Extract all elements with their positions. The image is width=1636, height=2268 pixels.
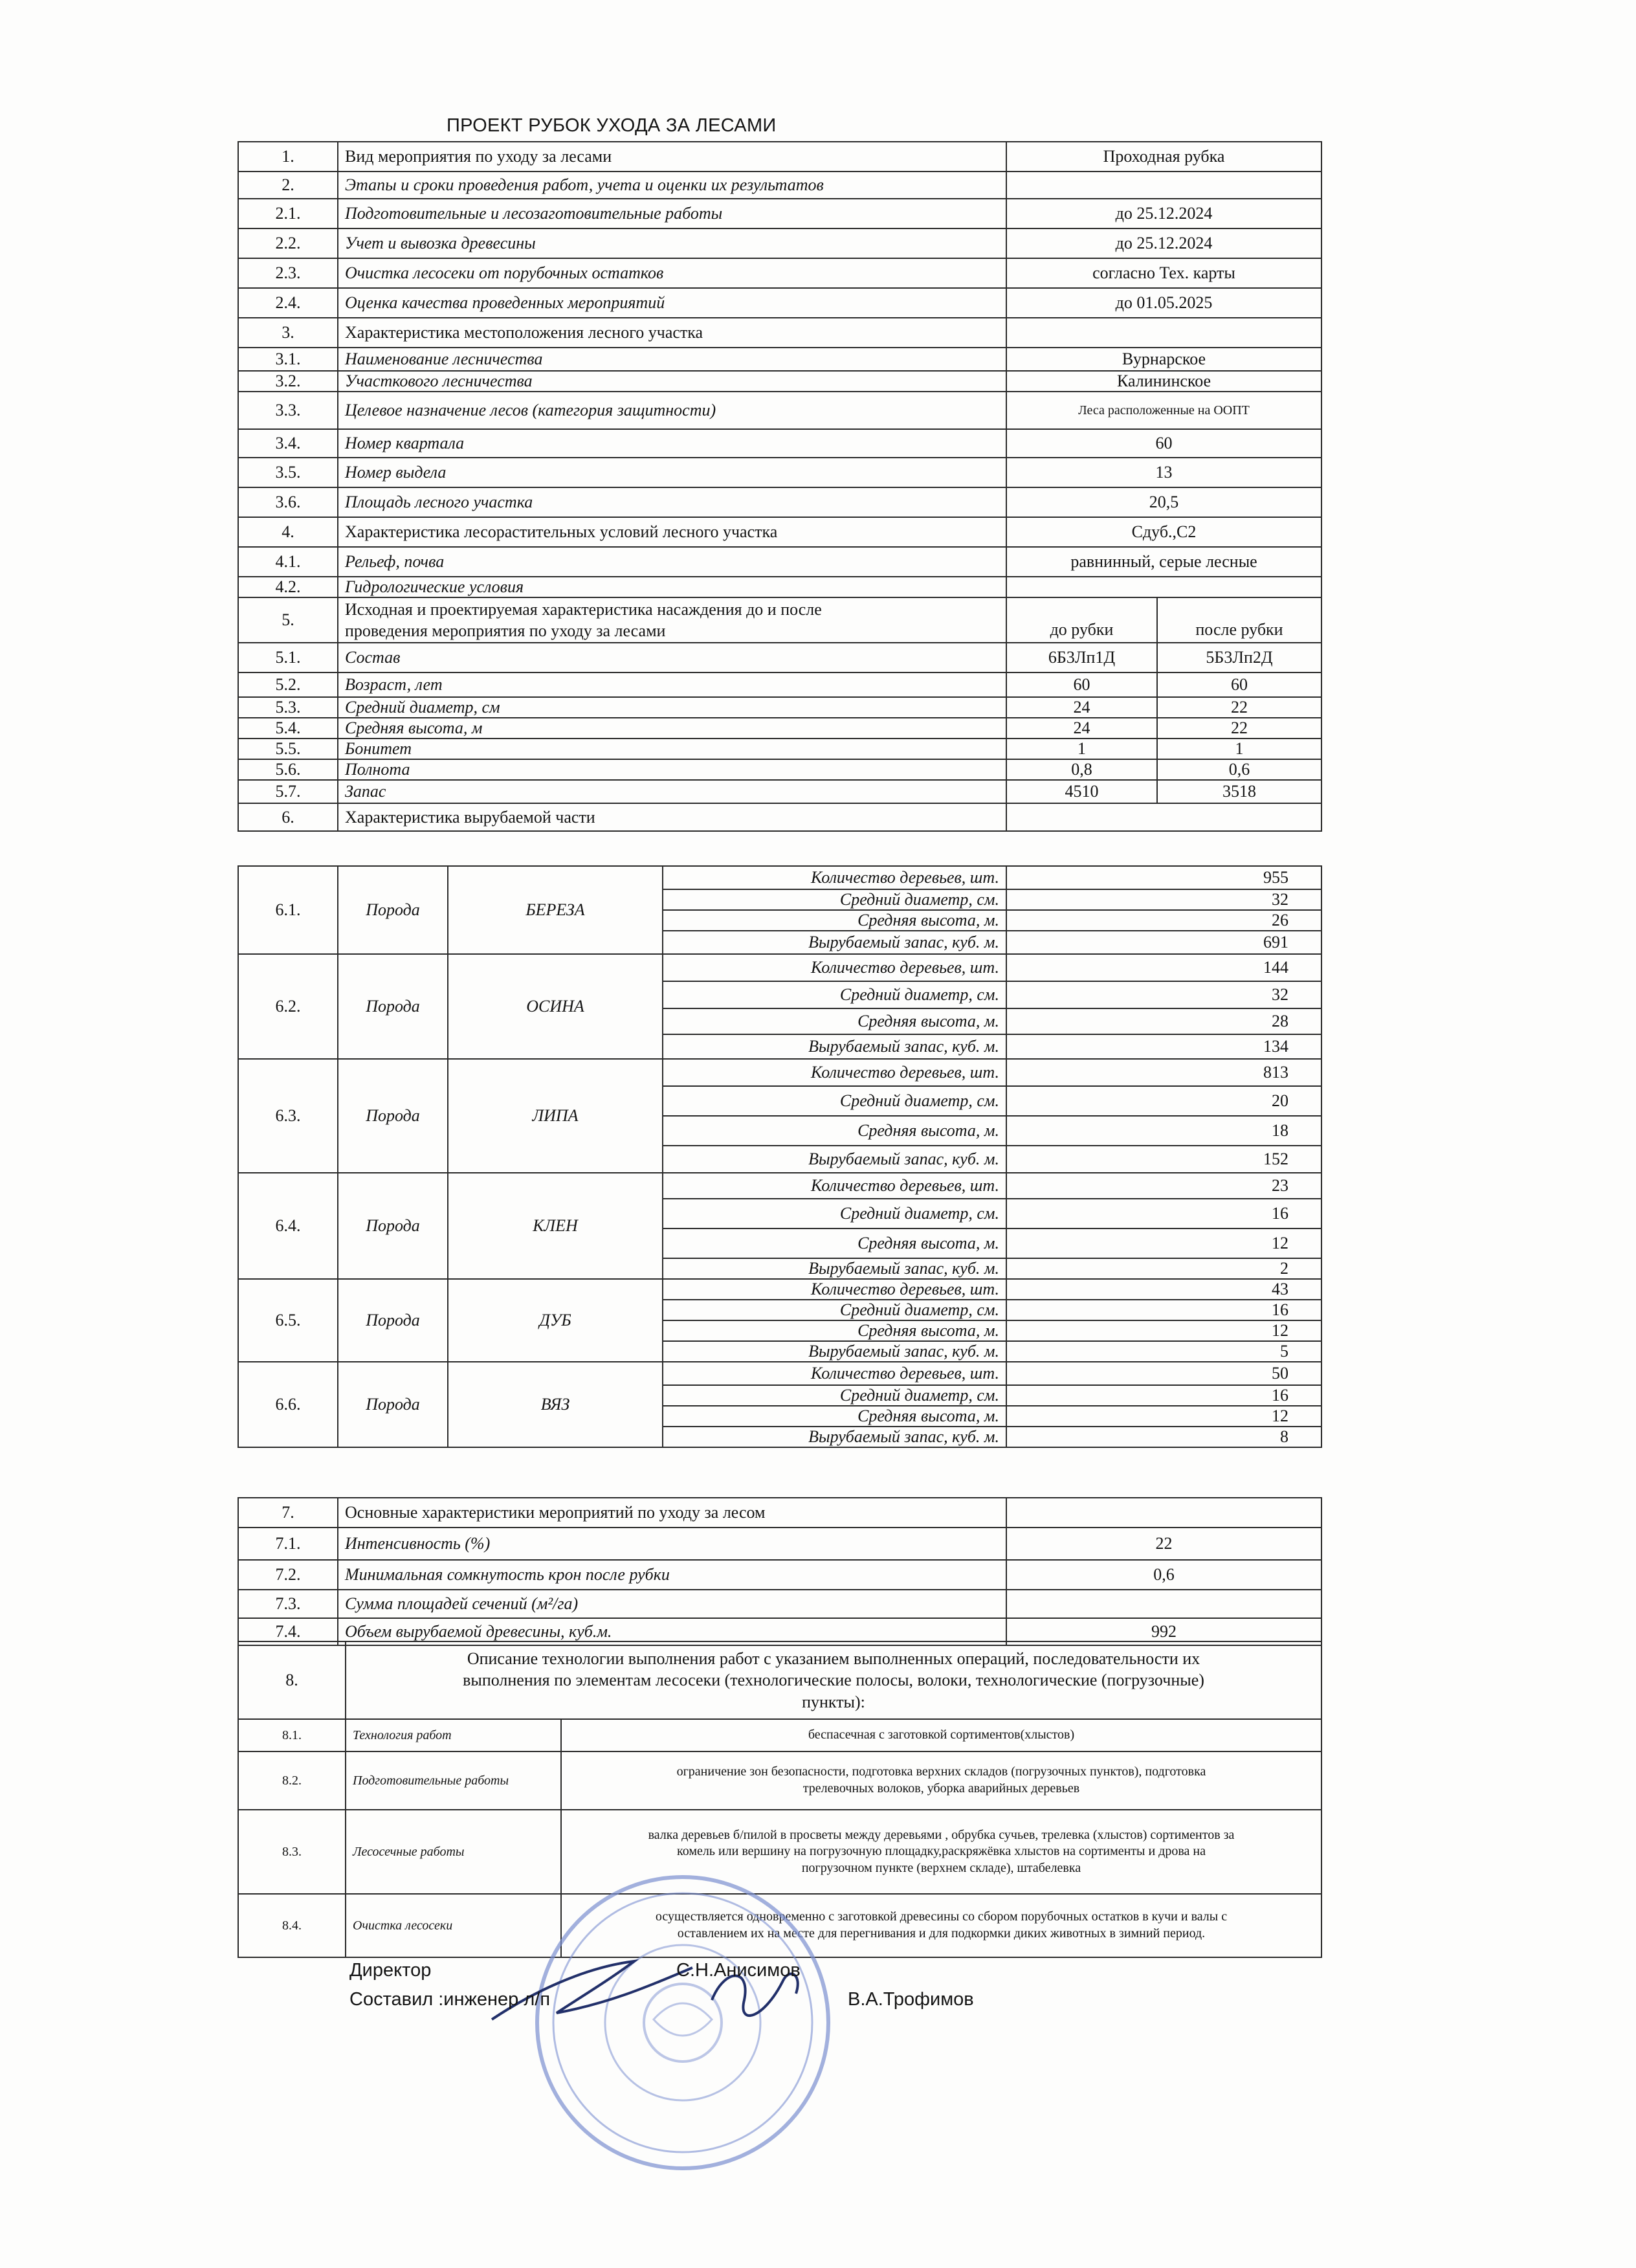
row-value: Леса расположенные на ООПТ [1006, 392, 1321, 429]
section-row [238, 392, 1321, 429]
section-row [238, 547, 1321, 577]
technology-line: ограничение зон безопасности, подготовка верхних складов (погрузочных пунктов), подготовка [676, 1764, 1206, 1779]
technology-description [561, 1751, 1321, 1810]
technology-line: комель или вершину на погрузочную площадку,раскряжёвка хлыстов на сортименты и дрова на [677, 1844, 1206, 1859]
section6-header-row [238, 803, 1321, 831]
species-metric-label: Вырубаемый запас, куб. м. [663, 1427, 1006, 1447]
row-number: 4.1. [238, 547, 338, 577]
species-metric-value: 12 [1006, 1320, 1321, 1341]
row-label: Рельеф, почва [338, 547, 1006, 577]
species-metric-value: 43 [1006, 1279, 1321, 1300]
before-cut-value: 60 [1006, 673, 1157, 697]
species-metric-value: 144 [1006, 954, 1321, 981]
species-row [238, 1173, 1321, 1199]
section5-label-line1: Исходная и проектируемая характеристика насаждения до и после [345, 599, 822, 619]
row-value [1006, 172, 1321, 199]
row-label: Подготовительные работы [346, 1751, 561, 1810]
row-number: 5.2. [238, 673, 338, 697]
section5-label [338, 597, 1006, 643]
before-cut-value: 0,8 [1006, 759, 1157, 780]
row-label: Полнота [338, 759, 1006, 780]
row-value: 0,6 [1006, 1560, 1321, 1590]
species-number: 6.2. [238, 954, 338, 1059]
section-row [238, 258, 1321, 288]
species-metric-value: 12 [1006, 1228, 1321, 1258]
row-label: Интенсивность (%) [338, 1528, 1006, 1560]
section8-num: 8. [238, 1641, 346, 1719]
species-label: Порода [338, 954, 448, 1059]
species-metric-value: 18 [1006, 1116, 1321, 1146]
row-number: 8.2. [238, 1751, 346, 1810]
stand-row [238, 718, 1321, 739]
section8-line1: Описание технологии выполнения работ с указанием выполненных операций, последовательности их [467, 1649, 1200, 1669]
row-number: 7.4. [238, 1618, 338, 1645]
before-cut-value: 6Б3Лп1Д [1006, 643, 1157, 673]
section-row [238, 371, 1321, 392]
species-metric-value: 50 [1006, 1362, 1321, 1385]
row-value: до 01.05.2025 [1006, 288, 1321, 318]
after-cut-value: 60 [1157, 673, 1321, 697]
species-metric-value: 23 [1006, 1173, 1321, 1199]
row-value: равнинный, серые лесные [1006, 547, 1321, 577]
after-cut-value: 22 [1157, 718, 1321, 739]
section-row [238, 577, 1321, 597]
section-row [238, 228, 1321, 258]
species-metric-label: Вырубаемый запас, куб. м. [663, 1258, 1006, 1279]
row-label: Средний диаметр, см [338, 697, 1006, 718]
row-label: Характеристика лесорастительных условий лесного участка [338, 517, 1006, 547]
species-metric-label: Средняя высота, м. [663, 1406, 1006, 1427]
species-metric-value: 12 [1006, 1406, 1321, 1427]
species-metric-value: 5 [1006, 1341, 1321, 1362]
section-row [238, 288, 1321, 318]
after-cut-value: 0,6 [1157, 759, 1321, 780]
director-name: С.Н.Анисимов [676, 1960, 801, 1981]
row-label: Номер квартала [338, 429, 1006, 458]
row-number: 3.4. [238, 429, 338, 458]
before-cut-value: 4510 [1006, 780, 1157, 803]
species-metric-value: 16 [1006, 1300, 1321, 1320]
row-number: 2.3. [238, 258, 338, 288]
row-value: 60 [1006, 429, 1321, 458]
species-name: ДУБ [448, 1279, 663, 1362]
row-number: 4. [238, 517, 338, 547]
row-value: 992 [1006, 1618, 1321, 1645]
section8-line3: пункты): [802, 1692, 865, 1711]
stand-row [238, 697, 1321, 718]
stand-row [238, 780, 1321, 803]
species-name: ОСИНА [448, 954, 663, 1059]
species-metric-label: Количество деревьев, шт. [663, 954, 1006, 981]
section7-row [238, 1590, 1321, 1618]
species-metric-value: 32 [1006, 889, 1321, 910]
section-row [238, 142, 1321, 172]
species-metric-value: 152 [1006, 1146, 1321, 1173]
species-metric-label: Количество деревьев, шт. [663, 866, 1006, 889]
species-metric-label: Средний диаметр, см. [663, 1199, 1006, 1228]
row-label: Целевое назначение лесов (категория защитности) [338, 392, 1006, 429]
row-label: Характеристика вырубаемой части [338, 803, 1006, 831]
row-number: 5.5. [238, 739, 338, 759]
row-value: Калининское [1006, 371, 1321, 392]
row-number: 3.3. [238, 392, 338, 429]
species-metric-label: Средняя высота, м. [663, 910, 1006, 931]
row-number: 5.1. [238, 643, 338, 673]
row-label: Объем вырубаемой древесины, куб.м. [338, 1618, 1006, 1645]
row-number: 3.5. [238, 458, 338, 487]
section-row [238, 172, 1321, 199]
species-metric-value: 20 [1006, 1086, 1321, 1116]
row-number: 1. [238, 142, 338, 172]
row-number: 5.4. [238, 718, 338, 739]
row-label: Очистка лесосеки [346, 1894, 561, 1957]
row-number: 8.3. [238, 1810, 346, 1894]
row-label: Характеристика местоположения лесного участка [338, 318, 1006, 348]
after-cut-header: после рубки [1157, 597, 1321, 643]
species-metric-label: Количество деревьев, шт. [663, 1173, 1006, 1199]
section-row [238, 458, 1321, 487]
section7-table [238, 1497, 1322, 1646]
species-metric-value: 16 [1006, 1385, 1321, 1406]
species-metric-value: 28 [1006, 1008, 1321, 1034]
row-label: Средняя высота, м [338, 718, 1006, 739]
row-number: 3.2. [238, 371, 338, 392]
species-metric-label: Средний диаметр, см. [663, 889, 1006, 910]
row-value [1006, 318, 1321, 348]
compiler-label: Составил :инженер л/п [349, 1989, 551, 2010]
species-name: КЛЕН [448, 1173, 663, 1279]
row-label: Гидрологические условия [338, 577, 1006, 597]
row-number: 8.1. [238, 1719, 346, 1751]
species-label: Порода [338, 1279, 448, 1362]
species-number: 6.5. [238, 1279, 338, 1362]
section-row [238, 348, 1321, 371]
row-label: Номер выдела [338, 458, 1006, 487]
species-metric-label: Вырубаемый запас, куб. м. [663, 931, 1006, 954]
row-number: 2.4. [238, 288, 338, 318]
before-cut-header: до рубки [1006, 597, 1157, 643]
compiler-name: В.А.Трофимов [848, 1989, 974, 2010]
section5-header-row [238, 597, 1321, 643]
section7-row [238, 1528, 1321, 1560]
technology-description [561, 1719, 1321, 1751]
row-number: 5.7. [238, 780, 338, 803]
before-cut-value: 24 [1006, 718, 1157, 739]
row-value: до 25.12.2024 [1006, 199, 1321, 228]
species-table [238, 865, 1322, 1448]
director-label: Директор [349, 1960, 432, 1981]
row-value [1006, 803, 1321, 831]
row-label: Запас [338, 780, 1006, 803]
species-name: ЛИПА [448, 1059, 663, 1173]
species-metric-value: 16 [1006, 1199, 1321, 1228]
species-row [238, 954, 1321, 981]
row-label: Вид мероприятия по уходу за лесами [338, 142, 1006, 172]
section-row [238, 318, 1321, 348]
species-row [238, 866, 1321, 889]
row-label: Подготовительные и лесозаготовительные работы [338, 199, 1006, 228]
row-value: 20,5 [1006, 487, 1321, 517]
section5-label-line2: проведения мероприятия по уходу за лесами [345, 621, 666, 640]
row-label: Площадь лесного участка [338, 487, 1006, 517]
species-label: Порода [338, 866, 448, 954]
row-label: Основные характеристики мероприятий по уходу за лесом [338, 1498, 1006, 1528]
row-label: Возраст, лет [338, 673, 1006, 697]
species-row [238, 1362, 1321, 1385]
row-value [1006, 1590, 1321, 1618]
row-label: Учет и вывозка древесины [338, 228, 1006, 258]
species-name: БЕРЕЗА [448, 866, 663, 954]
row-label: Бонитет [338, 739, 1006, 759]
species-metric-label: Средняя высота, м. [663, 1008, 1006, 1034]
row-label: Лесосечные работы [346, 1810, 561, 1894]
row-number: 5. [238, 597, 338, 643]
species-metric-value: 2 [1006, 1258, 1321, 1279]
species-metric-label: Количество деревьев, шт. [663, 1362, 1006, 1385]
species-number: 6.6. [238, 1362, 338, 1447]
species-metric-label: Вырубаемый запас, куб. м. [663, 1341, 1006, 1362]
technology-row [238, 1751, 1321, 1810]
species-number: 6.3. [238, 1059, 338, 1173]
stand-row [238, 759, 1321, 780]
after-cut-value: 3518 [1157, 780, 1321, 803]
row-number: 4.2. [238, 577, 338, 597]
species-metric-label: Количество деревьев, шт. [663, 1279, 1006, 1300]
row-number: 3.1. [238, 348, 338, 371]
technology-line: оставлением их на месте для перегнивания и для подкормки диких животных в зимний период. [677, 1926, 1206, 1940]
species-metric-label: Средняя высота, м. [663, 1320, 1006, 1341]
row-value: 22 [1006, 1528, 1321, 1560]
page-title: ПРОЕКТ РУБОК УХОДА ЗА ЛЕСАМИ [447, 115, 777, 136]
species-metric-value: 32 [1006, 981, 1321, 1008]
species-metric-label: Средний диаметр, см. [663, 1086, 1006, 1116]
species-label: Порода [338, 1059, 448, 1173]
row-value: Проходная рубка [1006, 142, 1321, 172]
row-number: 7.1. [238, 1528, 338, 1560]
after-cut-value: 5Б3Лп2Д [1157, 643, 1321, 673]
species-number: 6.4. [238, 1173, 338, 1279]
section-row [238, 199, 1321, 228]
species-label: Порода [338, 1173, 448, 1279]
row-value: до 25.12.2024 [1006, 228, 1321, 258]
technology-line: трелевочных волоков, уборка аварийных деревьев [802, 1781, 1080, 1796]
species-number: 6.1. [238, 866, 338, 954]
row-value [1006, 1498, 1321, 1528]
species-name: ВЯЗ [448, 1362, 663, 1447]
row-label: Минимальная сомкнутость крон после рубки [338, 1560, 1006, 1590]
section8-line2: выполнения по элементам лесосеки (технологические полосы, волоки, технологические (погрузочные) [463, 1671, 1204, 1690]
species-metric-label: Средний диаметр, см. [663, 981, 1006, 1008]
stand-row [238, 673, 1321, 697]
species-metric-label: Количество деревьев, шт. [663, 1059, 1006, 1086]
project-table [238, 141, 1322, 832]
technology-line: беспасечная с заготовкой сортиментов(хлыстов) [808, 1728, 1075, 1742]
row-number: 7.2. [238, 1560, 338, 1590]
species-metric-value: 8 [1006, 1427, 1321, 1447]
species-metric-label: Вырубаемый запас, куб. м. [663, 1034, 1006, 1059]
row-label: Этапы и сроки проведения работ, учета и оценки их результатов [338, 172, 1006, 199]
row-label: Оценка качества проведенных мероприятий [338, 288, 1006, 318]
after-cut-value: 22 [1157, 697, 1321, 718]
species-metric-value: 134 [1006, 1034, 1321, 1059]
row-number: 7. [238, 1498, 338, 1528]
technology-line: валка деревьев б/пилой в просветы между деревьями , обрубка сучьев, трелевка (хлыстов) сортиментов за [648, 1827, 1235, 1842]
row-label: Наименование лесничества [338, 348, 1006, 371]
species-metric-value: 691 [1006, 931, 1321, 954]
section-row [238, 429, 1321, 458]
row-number: 2.1. [238, 199, 338, 228]
section-row [238, 487, 1321, 517]
technology-line: погрузочном пункте (верхнем складе), штабелевка [801, 1860, 1081, 1875]
section7-row [238, 1560, 1321, 1590]
row-label: Очистка лесосеки от порубочных остатков [338, 258, 1006, 288]
row-value: 13 [1006, 458, 1321, 487]
row-number: 6. [238, 803, 338, 831]
section8-header-row [238, 1641, 1321, 1719]
technology-line: осуществляется одновременно с заготовкой древесины со сбором порубочных остатков в кучи и валы с [655, 1909, 1228, 1924]
row-number: 7.3. [238, 1590, 338, 1618]
row-number: 2. [238, 172, 338, 199]
row-number: 8.4. [238, 1894, 346, 1957]
species-metric-label: Средний диаметр, см. [663, 1300, 1006, 1320]
species-metric-label: Средняя высота, м. [663, 1228, 1006, 1258]
stand-row [238, 643, 1321, 673]
section-row [238, 517, 1321, 547]
before-cut-value: 24 [1006, 697, 1157, 718]
stand-row [238, 739, 1321, 759]
row-value [1006, 577, 1321, 597]
species-metric-value: 955 [1006, 866, 1321, 889]
technology-row [238, 1719, 1321, 1751]
species-metric-value: 26 [1006, 910, 1321, 931]
row-number: 3. [238, 318, 338, 348]
section7-row [238, 1498, 1321, 1528]
species-row [238, 1279, 1321, 1300]
before-cut-value: 1 [1006, 739, 1157, 759]
after-cut-value: 1 [1157, 739, 1321, 759]
species-label: Порода [338, 1362, 448, 1447]
species-metric-label: Средняя высота, м. [663, 1116, 1006, 1146]
row-label: Участкового лесничества [338, 371, 1006, 392]
species-metric-label: Вырубаемый запас, куб. м. [663, 1146, 1006, 1173]
row-label: Сумма площадей сечений (м²/га) [338, 1590, 1006, 1618]
row-value: Вурнарское [1006, 348, 1321, 371]
row-number: 2.2. [238, 228, 338, 258]
row-value: согласно Тех. карты [1006, 258, 1321, 288]
row-number: 5.3. [238, 697, 338, 718]
row-number: 5.6. [238, 759, 338, 780]
species-row [238, 1059, 1321, 1086]
section8-description [346, 1641, 1321, 1719]
species-metric-value: 813 [1006, 1059, 1321, 1086]
row-label: Технология работ [346, 1719, 561, 1751]
row-value: Сдуб.,С2 [1006, 517, 1321, 547]
row-label: Состав [338, 643, 1006, 673]
species-metric-label: Средний диаметр, см. [663, 1385, 1006, 1406]
row-number: 3.6. [238, 487, 338, 517]
